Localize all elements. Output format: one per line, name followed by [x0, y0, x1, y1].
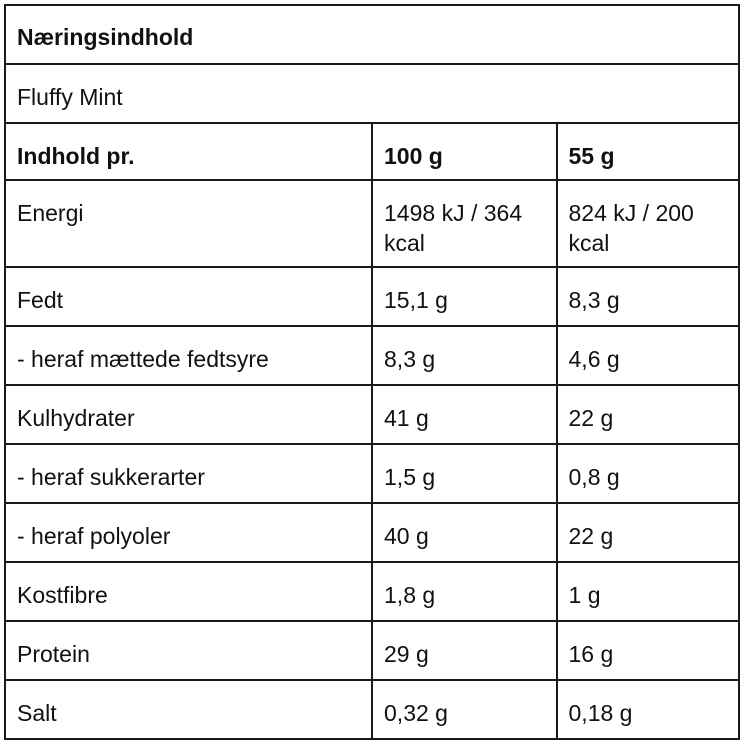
nutrient-name: Kostfibre: [17, 582, 108, 608]
header-row: [5, 123, 739, 180]
nutrient-name: - heraf sukkerarter: [17, 464, 205, 490]
value-per-100g: 8,3 g: [384, 346, 436, 372]
value-per-100g: 15,1 g: [384, 287, 448, 313]
value-per-portion: 22 g: [568, 523, 614, 549]
nutrient-name: Salt: [17, 700, 57, 726]
value-per-portion: 1 g: [568, 582, 601, 608]
value-per-portion: 8,3 g: [568, 287, 620, 313]
nutrition-table: [4, 4, 740, 740]
value-per-portion: 0,18 g: [568, 700, 633, 726]
table-row: [5, 180, 739, 267]
header-per-portion: 55 g: [568, 143, 615, 169]
table-row: [5, 326, 739, 385]
nutrient-name: Protein: [17, 641, 90, 667]
value-per-100g: 41 g: [384, 405, 429, 431]
value-per-100g: 29 g: [384, 641, 429, 667]
value-per-portion: 16 g: [568, 641, 614, 667]
table-row: [5, 503, 739, 562]
table-title: Næringsindhold: [17, 24, 194, 50]
value-per-100g: 0,32 g: [384, 700, 448, 726]
nutrient-name: - heraf mættede fedtsyre: [17, 346, 269, 372]
value-per-100g: 1498 kJ / 364 kcal: [384, 200, 523, 256]
nutrient-name: Energi: [17, 200, 84, 226]
value-per-100g: 1,5 g: [384, 464, 436, 490]
header-per-100g: 100 g: [384, 143, 443, 169]
header-label: Indhold pr.: [17, 143, 135, 169]
product-name-row: [5, 64, 739, 123]
table-row: [5, 267, 739, 326]
table-row: [5, 621, 739, 680]
product-name: Fluffy Mint: [17, 84, 123, 110]
value-per-portion: 4,6 g: [568, 346, 620, 372]
nutrient-name: Fedt: [17, 287, 64, 313]
table-row: [5, 562, 739, 621]
table-row: [5, 444, 739, 503]
table-row: [5, 680, 739, 739]
value-per-100g: 1,8 g: [384, 582, 436, 608]
table-row: [5, 385, 739, 444]
value-per-portion: 22 g: [568, 405, 614, 431]
value-per-portion: 0,8 g: [568, 464, 620, 490]
nutrient-name: Kulhydrater: [17, 405, 135, 431]
value-per-portion: 824 kJ / 200 kcal: [568, 200, 694, 256]
table-title-row: [5, 5, 739, 64]
value-per-100g: 40 g: [384, 523, 429, 549]
nutrient-name: - heraf polyoler: [17, 523, 171, 549]
